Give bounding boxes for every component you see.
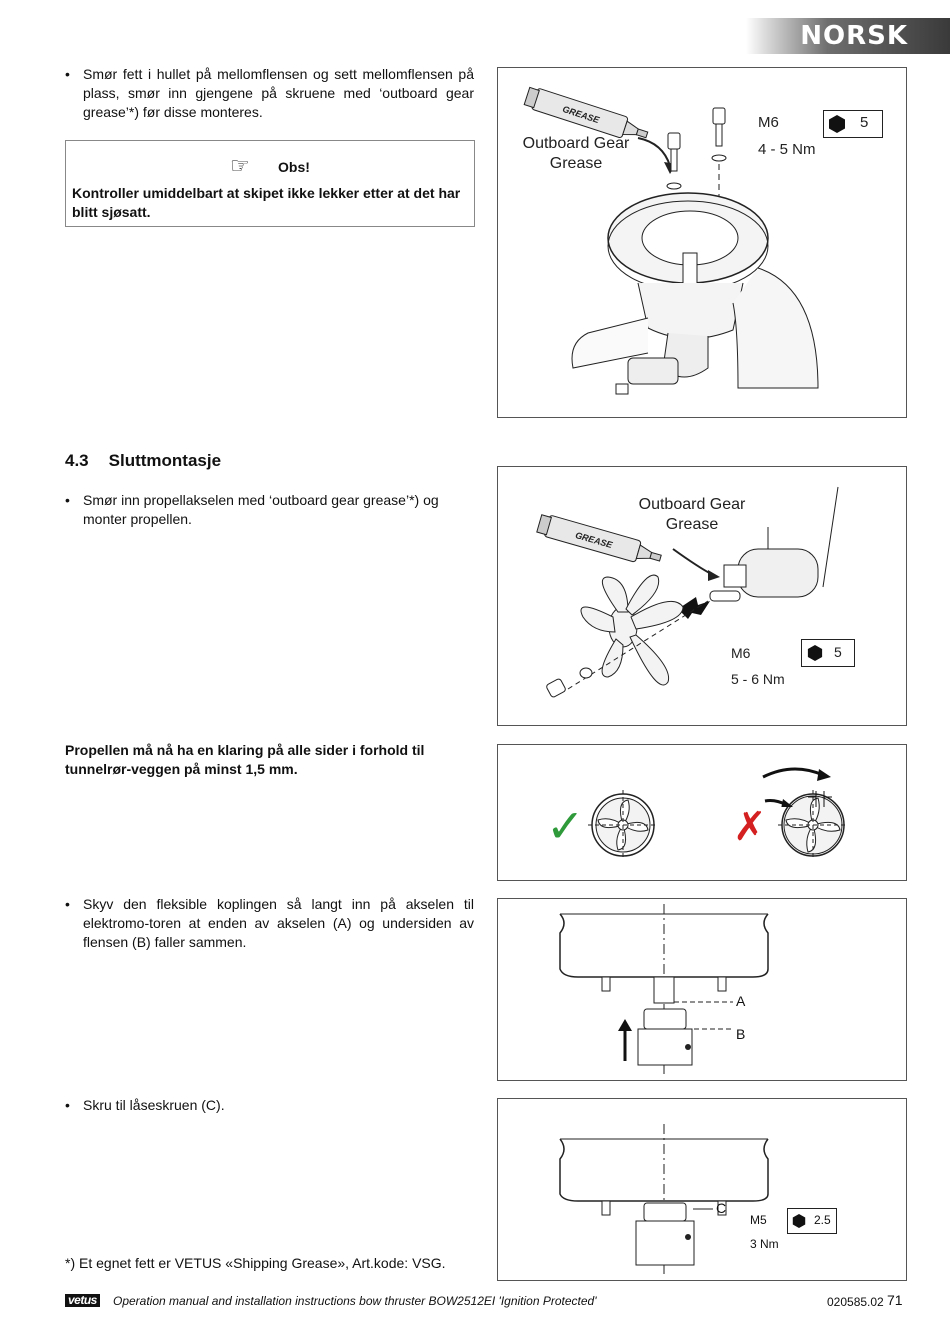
key-size-box: [801, 639, 855, 667]
vetus-logo: vetus: [65, 1294, 100, 1307]
section-number: 4.3: [65, 451, 89, 470]
figure-propeller-mounting: [497, 466, 907, 726]
thread-spec: M6: [758, 114, 779, 131]
hex-key-icon: [807, 645, 823, 661]
step1-text: Smør inn propellakselen med ‘outboard gear grease’*) og monter propellen.: [83, 492, 439, 527]
page-number: 71: [887, 1292, 903, 1308]
key-size: 5: [860, 114, 869, 131]
step3-text: Skru til låseskruen (C).: [83, 1097, 225, 1113]
step2-bullet: [65, 895, 474, 952]
note-box: [65, 140, 475, 227]
label-c: C: [716, 1200, 727, 1216]
bullet-dot: •: [65, 896, 70, 912]
figure-coupling-position: [497, 898, 907, 1081]
doc-number: 020585.02: [827, 1295, 884, 1309]
torque-spec: 3 Nm: [750, 1237, 779, 1251]
grease-label: [633, 495, 751, 535]
torque-spec: 5 - 6 Nm: [731, 671, 785, 687]
section-heading: [65, 451, 221, 471]
propeller-correct-icon: [588, 790, 658, 860]
label-b: B: [736, 1026, 746, 1042]
set-screw-illustration: [498, 1099, 906, 1280]
footnote: *) Et egnet fett er VETUS «Shipping Grease», Art.kode: VSG.: [65, 1255, 446, 1271]
bullet-dot: •: [65, 492, 70, 508]
key-size-box: [823, 110, 883, 138]
coupling-position-illustration: [498, 899, 906, 1080]
section-title: Sluttmontasje: [108, 451, 222, 470]
note-body: Kontroller umiddelbart at skipet ikke lekker etter at det har blitt sjøsatt.: [72, 185, 461, 220]
step1-bullet: [65, 491, 474, 529]
grease-label: [520, 134, 632, 174]
figure-set-screw: [497, 1098, 907, 1281]
hex-key-icon: [792, 1214, 806, 1228]
top-bullet: [65, 65, 474, 122]
pointing-hand-icon: ☞: [230, 153, 250, 178]
clearance-arrows-icon: [753, 757, 863, 807]
correct-check-icon: ✓: [546, 800, 585, 852]
torque-spec: 4 - 5 Nm: [758, 141, 816, 158]
grease-label-line1: Outboard Gear: [522, 135, 630, 152]
grease-label-line2: Grease: [665, 516, 719, 533]
hex-key-icon: [828, 115, 846, 133]
language-tab-label: NORSK: [800, 21, 908, 51]
clearance-text: Propellen må nå ha en klaring på alle sider i forhold til tunnelrør-veggen på minst 1,5 mm.: [65, 742, 425, 777]
key-size-box: [787, 1208, 837, 1234]
thread-spec: M5: [750, 1213, 767, 1227]
footer-title: Operation manual and installation instructions bow thruster BOW2512EI 'Ignition Protected': [113, 1294, 597, 1308]
label-a: A: [736, 993, 746, 1009]
language-tab: [746, 18, 950, 54]
step3-bullet: [65, 1096, 474, 1115]
incorrect-cross-icon: ✗: [733, 805, 767, 849]
step2-text: Skyv den fleksible koplingen så langt inn på akselen til elektromo-toren at enden av akselen (A) og undersiden av flensen (B) faller sammen.: [83, 896, 474, 950]
top-bullet-text: Smør fett i hullet på mellomflensen og sett mellomflensen på plass, smør inn gjengene på skruene med ‘outboard gear grease’*) før disse monteres.: [83, 66, 474, 120]
thread-spec: M6: [731, 645, 751, 661]
svg-text:GREASE: GREASE: [574, 529, 614, 551]
bullet-dot: •: [65, 1097, 70, 1113]
bullet-dot: •: [65, 66, 70, 82]
figure-propeller-clearance: [497, 744, 907, 881]
figure-flange-mounting: [497, 67, 907, 418]
propeller-icon: [581, 575, 683, 685]
note-title: Obs!: [278, 159, 310, 175]
grease-label-line1: Outboard Gear: [638, 496, 746, 513]
key-size: 5: [834, 644, 842, 660]
grease-label-line2: Grease: [549, 155, 603, 172]
key-size: 2.5: [814, 1213, 831, 1227]
svg-text:GREASE: GREASE: [561, 103, 601, 126]
